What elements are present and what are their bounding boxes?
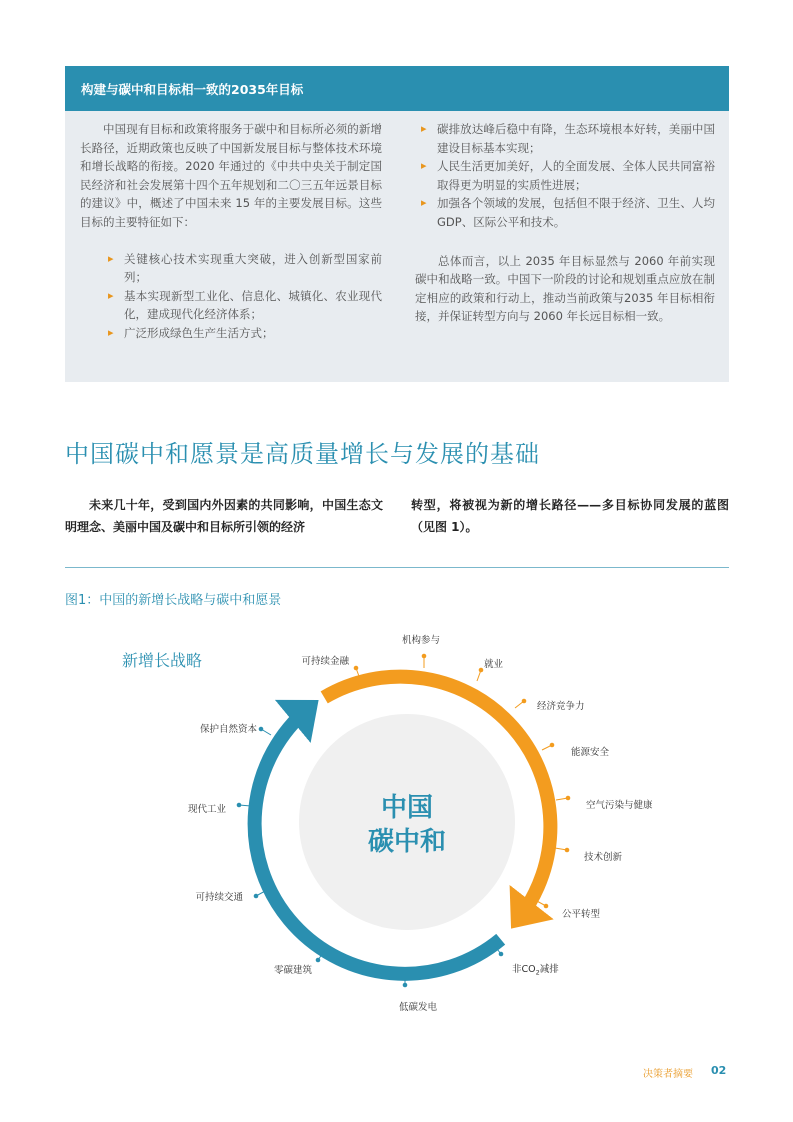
tick-dot xyxy=(565,848,570,853)
footer-label: 决策者摘要 xyxy=(643,1069,693,1080)
page-number: 02 xyxy=(711,1064,727,1077)
tick-dot xyxy=(550,743,555,748)
box-left-bullets xyxy=(80,250,382,343)
center-text-line2: 碳中和 xyxy=(367,827,447,857)
label-jiaotong: 可持续交通 xyxy=(195,892,243,903)
list-item: ▸ 人民生活更加美好，人的全面发展、全体人民共同富裕取得更为明显的实质性进展； xyxy=(415,157,715,194)
box-right-column xyxy=(415,120,715,326)
section-title: 中国碳中和愿景是高质量增长与发展的基础 xyxy=(65,440,540,468)
tick-dot xyxy=(403,983,408,988)
tick-dot xyxy=(422,654,427,659)
label-lingtan: 零碳建筑 xyxy=(273,965,312,976)
center-text-line1: 中国 xyxy=(380,793,434,823)
growth-strategy-diagram xyxy=(0,620,793,1040)
label-gongping: 公平转型 xyxy=(562,909,601,920)
intro-left: 未来几十年，受到国内外因素的共同影响，中国生态文明理念、美丽中国及碳中和目标所引领的经济 xyxy=(65,498,383,534)
box-left-paragraph: 中国现有目标和政策将服务于碳中和目标所必须的新增长路径，近期政策也反映了中国新发展目标与整体技术环境和增长战略的衔接。2020 年通过的《中共中央关于制定国民经济和社会发展第十四个五年规划和二〇三五年远景目标的建议》中，概述了中国未来 15 年的主要发展目标。这些目标的主要特征如下： xyxy=(80,122,382,229)
box-left-column xyxy=(80,120,382,343)
list-item: ▸ 广泛形成绿色生产生活方式； xyxy=(102,324,382,343)
figure-title: 图1：中国的新增长战略与碳中和愿景 xyxy=(65,593,282,608)
label-jigou: 机构参与 xyxy=(401,635,441,646)
label-jingji: 经济竞争力 xyxy=(537,701,585,712)
tick-dot xyxy=(254,894,259,899)
label-kongqi: 空气污染与健康 xyxy=(586,800,653,811)
list-item: ▸ 碳排放达峰后稳中有降，生态环境根本好转，美丽中国建设目标基本实现； xyxy=(415,120,715,157)
divider xyxy=(65,567,729,568)
box-right-bullets xyxy=(415,120,715,232)
tick-dot xyxy=(479,668,484,673)
tick-dot xyxy=(237,803,242,808)
tick-dot xyxy=(499,952,504,957)
list-item: ▸ 加强各个领域的发展，包括但不限于经济、卫生、人均 GDP、区际公平和技术。 xyxy=(415,194,715,231)
intro-right: 转型，将被视为新的增长路径——多目标协同发展的蓝图（见图 1）。 xyxy=(411,498,729,534)
label-gongye: 现代工业 xyxy=(187,804,226,815)
tick-dot xyxy=(259,727,264,732)
label-nonco2: 非$CO_2$减排 xyxy=(512,964,559,977)
label-ziran: 保护自然资本 xyxy=(199,724,257,735)
box-right-paragraph: 总体而言，以上 2035 年目标显然与 2060 年前实现碳中和战略一致。中国下一阶段的讨论和规划重点应放在制定相应的政策和行动上，推动当前政策与2035 年目标相衔接，并保证转型方向与 2060 年长远目标相一致。 xyxy=(415,253,715,324)
tick-dot xyxy=(566,796,571,801)
label-jinrong: 可持续金融 xyxy=(301,656,349,667)
diagram-title: 新增长战略 xyxy=(122,651,203,670)
label-ditan: 低碳发电 xyxy=(398,1002,438,1013)
tick-dot xyxy=(522,699,527,704)
targets-box xyxy=(65,66,729,382)
box-header xyxy=(65,66,729,111)
list-item: ▸ 关键核心技术实现重大突破，进入创新型国家前列； xyxy=(102,250,382,287)
label-nengyuan: 能源安全 xyxy=(571,747,610,758)
label-jiuye: 就业 xyxy=(484,659,504,670)
tick-dot xyxy=(544,904,549,909)
label-jishu: 技术创新 xyxy=(584,852,623,863)
box-title: 构建与碳中和目标相一致的2035年目标 xyxy=(81,82,304,97)
list-item: ▸ 基本实现新型工业化、信息化、城镇化、农业现代化，建成现代化经济体系； xyxy=(102,287,382,324)
tick-dot xyxy=(354,666,359,671)
tick-dot xyxy=(316,958,321,963)
